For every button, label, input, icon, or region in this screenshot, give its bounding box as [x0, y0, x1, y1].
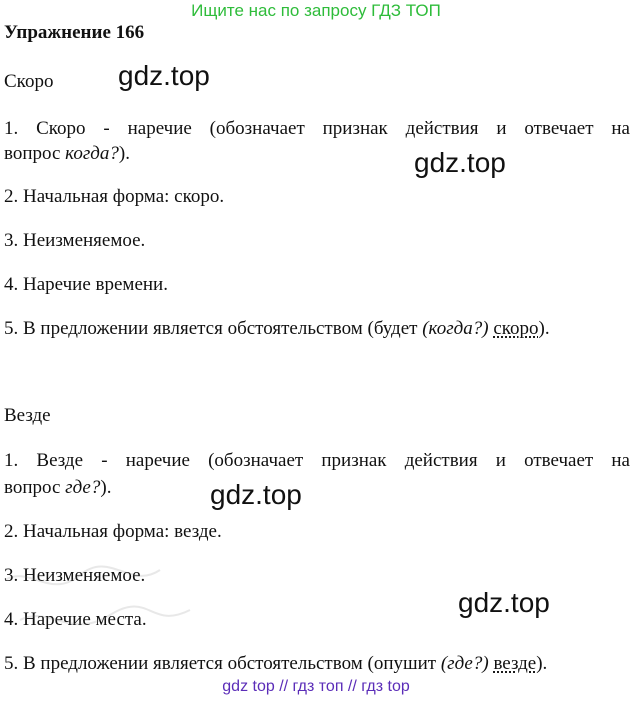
footer-watermark: gdz top // гдз топ // гдз top	[222, 678, 410, 695]
watermark: gdz.top	[210, 479, 302, 510]
section2-item2: 2. Начальная форма: везде.	[4, 521, 222, 542]
section1-item4: 4. Наречие времени.	[4, 274, 168, 295]
section2-item4: 4. Наречие места.	[4, 609, 147, 630]
section1-item1-line1: 1. Скоро - наречие (обозначает признак действия и отвечает на	[4, 118, 630, 139]
item5-close: ).	[538, 318, 550, 339]
section2-item3: 3. Неизменяемое.	[4, 565, 146, 586]
item5-text: 5. В предложении является обстоятельством (опушит	[4, 653, 441, 674]
exercise-title: Упражнение 166	[4, 22, 145, 43]
question-word: где?	[65, 477, 101, 498]
item5-text: 5. В предложении является обстоятельством (будет	[4, 318, 423, 339]
question-prefix: вопрос	[4, 143, 66, 164]
item5-adverb: скоро	[493, 318, 539, 339]
faint-squiggle-watermark	[0, 560, 200, 670]
item5-close: ).	[536, 653, 548, 674]
section1-item5	[4, 317, 550, 341]
section1-word: Скоро	[4, 71, 54, 92]
section1-item3: 3. Неизменяемое.	[4, 230, 146, 251]
question-prefix: вопрос	[4, 477, 66, 498]
section1-item2: 2. Начальная форма: скоро.	[4, 186, 225, 207]
section2-word: Везде	[4, 405, 51, 426]
question-suffix: ).	[100, 477, 112, 498]
section1-item1-line2	[4, 142, 130, 166]
watermark: gdz.top	[458, 587, 550, 618]
section2-item1-line1: 1. Везде - наречие (обозначает признак действия и отвечает на	[4, 450, 630, 471]
question-word: когда?	[65, 143, 119, 164]
item5-question: (где?)	[440, 653, 489, 674]
item5-adverb: везде	[493, 653, 537, 674]
top-banner: Ищите нас по запросу ГДЗ ТОП	[191, 1, 441, 20]
watermark: gdz.top	[118, 60, 210, 91]
question-suffix: ).	[118, 143, 130, 164]
watermark: gdz.top	[414, 147, 506, 178]
item5-question: (когда?)	[422, 318, 489, 339]
section2-item1-line2	[4, 476, 111, 500]
